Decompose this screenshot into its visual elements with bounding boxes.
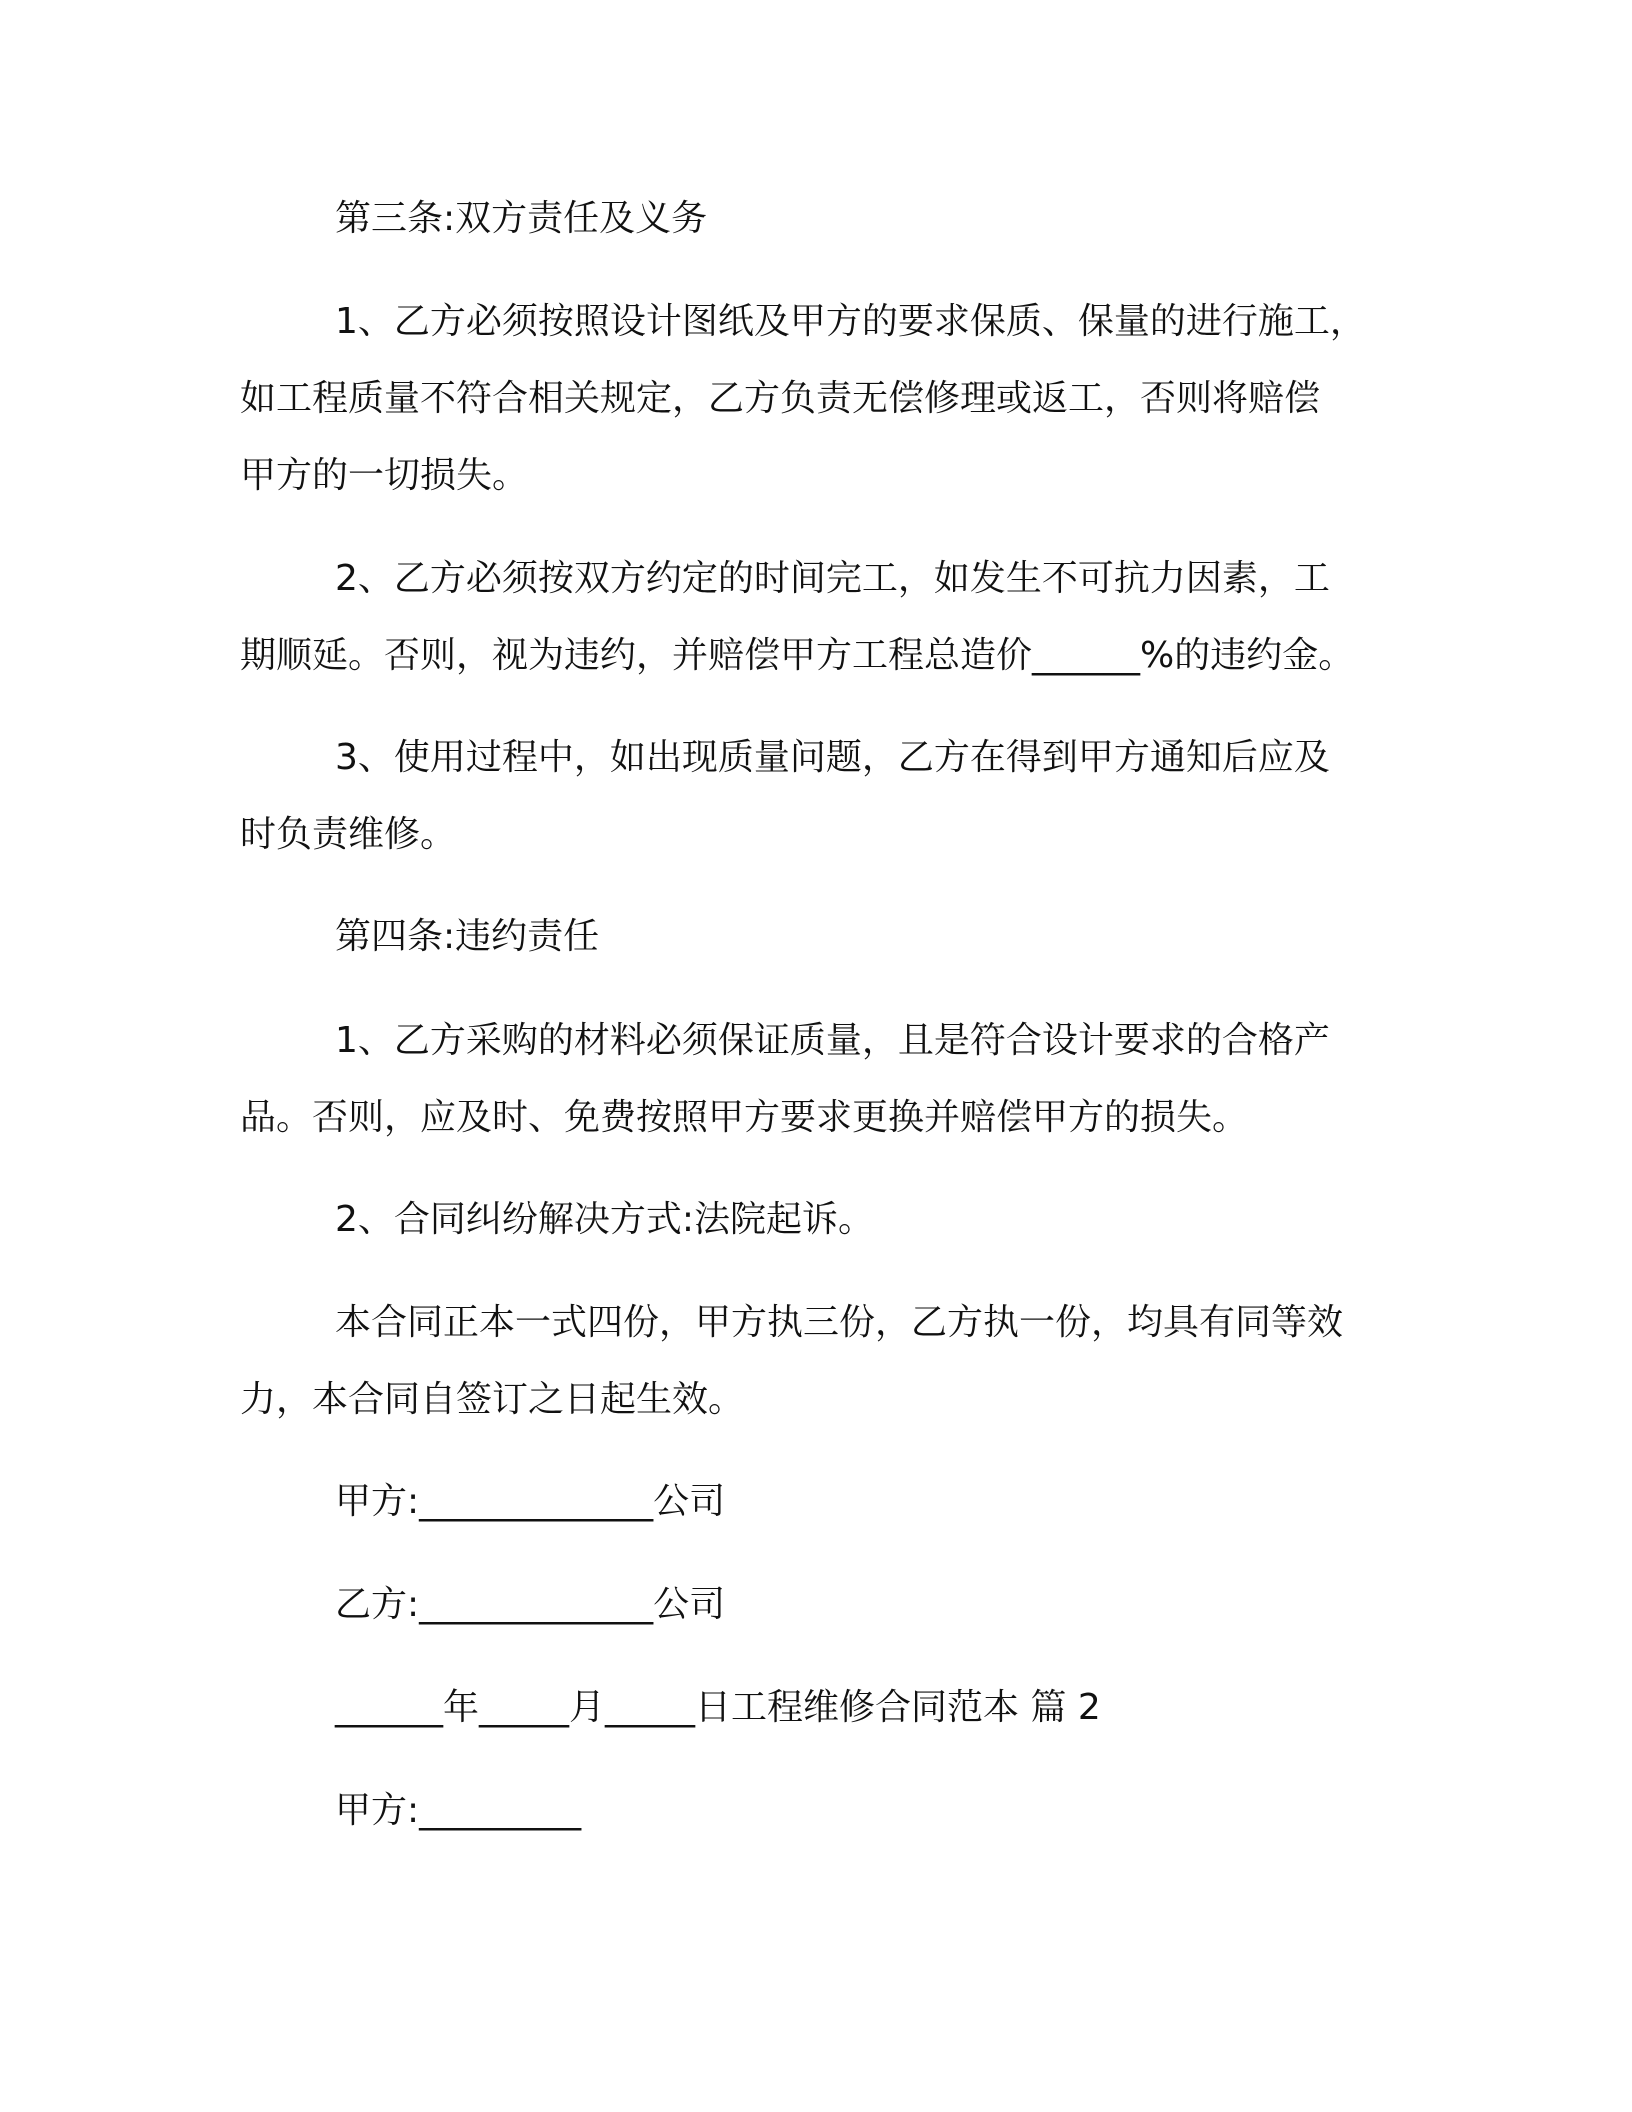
party-a-signature: 甲方:_____________公司 [335, 1481, 726, 1522]
article3-item1-line3: 甲方的一切损失。 [240, 455, 529, 496]
article4-item1 [240, 1002, 1420, 1156]
article4-item1-line1: 1、乙方采购的材料必须保证质量，且是符合设计要求的合格产 [335, 1020, 1330, 1061]
party-b-signature: 乙方:_____________公司 [335, 1584, 726, 1625]
article3-item2-line2: 期顺延。否则，视为违约，并赔偿甲方工程总造价______%的违约金。 [240, 635, 1355, 676]
closing-clause [240, 1284, 1420, 1438]
article4-item2 [240, 1181, 1420, 1258]
date-and-next-title: ______年_____月_____日工程维修合同范本 篇 2 [335, 1687, 1101, 1728]
article3-item3-line1: 3、使用过程中，如出现质量问题，乙方在得到甲方通知后应及 [335, 737, 1330, 778]
article4-heading: 第四条:违约责任 [335, 916, 600, 957]
article3-item1-line2: 如工程质量不符合相关规定，乙方负责无偿修理或返工，否则将赔偿 [240, 378, 1321, 419]
closing-line1: 本合同正本一式四份，甲方执三份，乙方执一份，均具有同等效 [335, 1302, 1344, 1343]
party-a-signature-2: 甲方:_________ [335, 1790, 582, 1831]
article3-item2-line1: 2、乙方必须按双方约定的时间完工，如发生不可抗力因素，工 [335, 558, 1330, 599]
article3-item3 [240, 719, 1420, 873]
article3-heading: 第三条:双方责任及义务 [335, 198, 708, 239]
article3-item2 [240, 540, 1420, 694]
article3-item3-line2: 时负责维修。 [240, 814, 457, 855]
article4-item2-line1: 2、合同纠纷解决方式:法院起诉。 [335, 1199, 875, 1240]
article3-item1-line1: 1、乙方必须按照设计图纸及甲方的要求保质、保量的进行施工， [335, 301, 1366, 342]
article3-item1 [240, 283, 1420, 514]
article4-item1-line2: 品。否则，应及时、免费按照甲方要求更换并赔偿甲方的损失。 [240, 1097, 1249, 1138]
closing-line2: 力，本合同自签订之日起生效。 [240, 1379, 745, 1420]
